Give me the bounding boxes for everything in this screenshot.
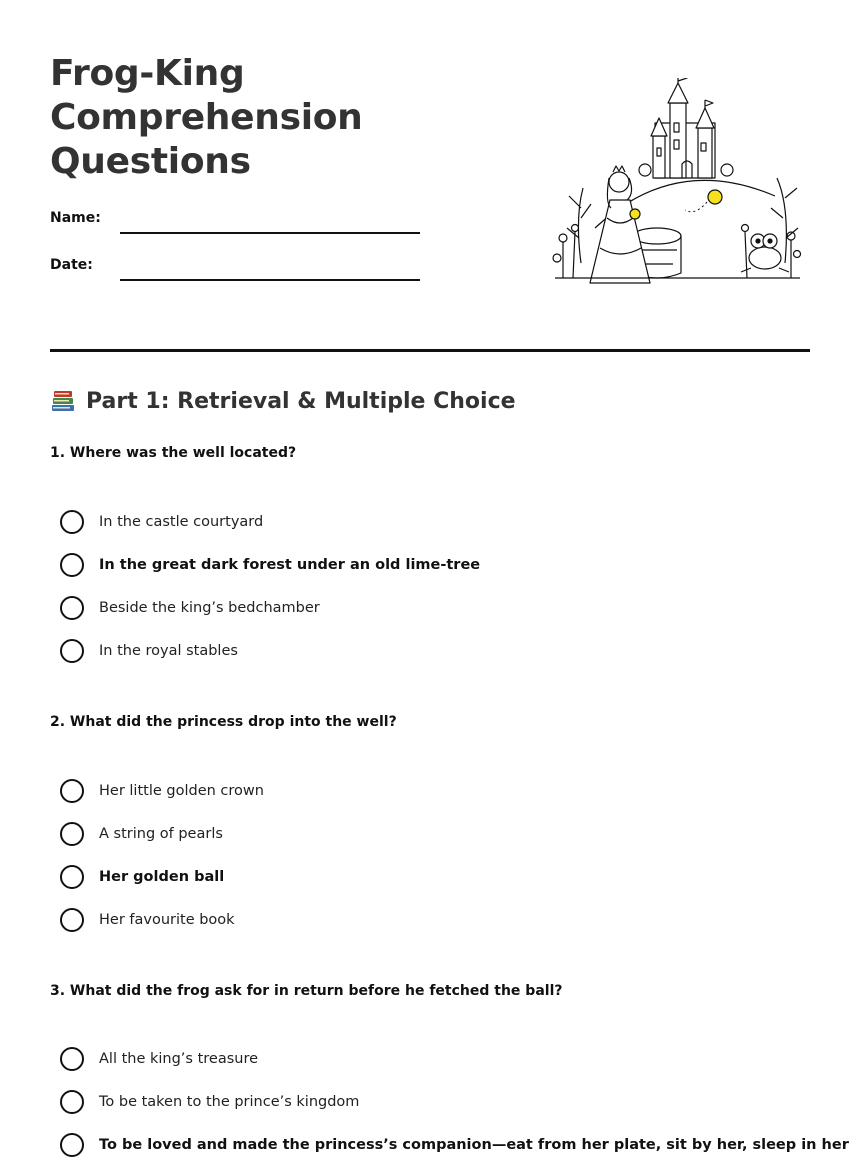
section-title: Part 1: Retrieval & Multiple Choice: [86, 388, 516, 414]
date-label: Date:: [50, 257, 93, 273]
option-3b[interactable]: [60, 1080, 810, 1123]
option-label: In the great dark forest under an old lime-tree: [99, 556, 481, 573]
option-label: All the king’s treasure: [99, 1050, 259, 1067]
date-line[interactable]: [120, 279, 420, 281]
option-3a[interactable]: [60, 1037, 810, 1080]
books-icon: [50, 388, 76, 414]
option-2d[interactable]: [60, 898, 810, 941]
section-heading: [50, 388, 516, 414]
option-1b[interactable]: [60, 543, 810, 586]
option-1a[interactable]: [60, 500, 810, 543]
options-q1: [60, 500, 810, 672]
radio-button[interactable]: [60, 779, 84, 803]
question-2: 2. What did the princess drop into the well?: [50, 714, 397, 730]
option-3c[interactable]: [60, 1123, 849, 1166]
option-1d[interactable]: [60, 629, 810, 672]
radio-button[interactable]: [60, 553, 84, 577]
option-label: To be loved and made the princess’s companion—eat from her plate, sit by her, sleep in her: [99, 1136, 849, 1153]
frog-icon: [741, 234, 789, 272]
name-label: Name:: [50, 210, 101, 226]
option-label: Her golden ball: [99, 868, 225, 885]
page-title: Frog-King Comprehension Questions: [50, 53, 363, 182]
radio-button[interactable]: [60, 822, 84, 846]
radio-button[interactable]: [60, 596, 84, 620]
options-q3: [60, 1037, 849, 1166]
options-q2: [60, 769, 810, 941]
castle-icon: [639, 78, 733, 178]
radio-button[interactable]: [60, 865, 84, 889]
option-label: Her little golden crown: [99, 782, 264, 799]
option-2c[interactable]: [60, 855, 810, 898]
option-label: To be taken to the prince’s kingdom: [99, 1093, 360, 1110]
option-label: A string of pearls: [99, 825, 223, 842]
radio-button[interactable]: [60, 1090, 84, 1114]
option-label: In the royal stables: [99, 642, 238, 659]
radio-button[interactable]: [60, 639, 84, 663]
radio-button[interactable]: [60, 1047, 84, 1071]
option-2a[interactable]: [60, 769, 810, 812]
option-2b[interactable]: [60, 812, 810, 855]
radio-button[interactable]: [60, 1133, 84, 1157]
option-label: Her favourite book: [99, 911, 235, 928]
name-line[interactable]: [120, 232, 420, 234]
question-1: 1. Where was the well located?: [50, 445, 297, 461]
radio-button[interactable]: [60, 908, 84, 932]
question-3: 3. What did the frog ask for in return before he fetched the ball?: [50, 983, 563, 999]
option-label: In the castle courtyard: [99, 513, 264, 530]
name-field[interactable]: [50, 210, 430, 240]
radio-button[interactable]: [60, 510, 84, 534]
option-1c[interactable]: [60, 586, 810, 629]
option-label: Beside the king’s bedchamber: [99, 599, 320, 616]
castle-princess-frog-illustration: [545, 78, 805, 288]
date-field[interactable]: [50, 257, 430, 287]
header-divider: [50, 349, 810, 352]
